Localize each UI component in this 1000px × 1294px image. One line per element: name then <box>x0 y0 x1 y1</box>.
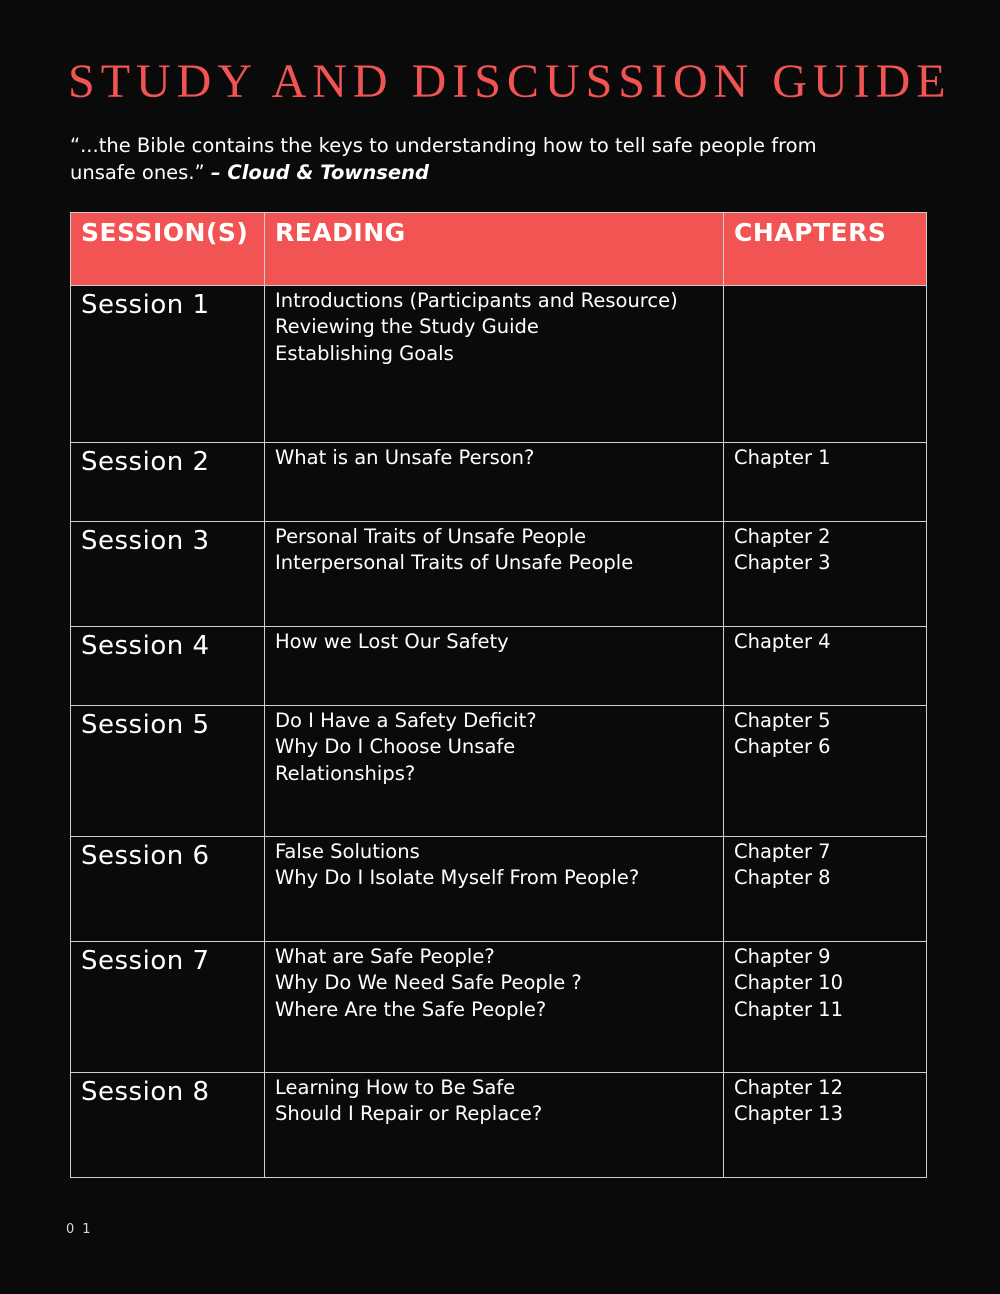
chapters-cell <box>724 837 927 942</box>
chapter-item: Chapter 13 <box>734 1102 843 1126</box>
session-cell: Session 4 <box>71 627 265 706</box>
reading-item: What are Safe People? <box>275 945 495 968</box>
table-row <box>71 706 927 837</box>
table-row <box>71 286 927 443</box>
table-row <box>71 942 927 1073</box>
reading-cell <box>265 1073 724 1178</box>
chapters-cell <box>724 942 927 1073</box>
session-cell: Session 7 <box>71 942 265 1073</box>
chapter-item: Chapter 7 <box>734 840 831 863</box>
header-sessions: SESSION(S) <box>71 213 265 286</box>
chapter-item: Chapter 8 <box>734 866 831 890</box>
intro-quote <box>70 132 830 186</box>
reading-item: False Solutions <box>275 840 420 863</box>
chapters-cell <box>724 1073 927 1178</box>
quote-attribution: – Cloud & Townsend <box>210 161 429 184</box>
reading-item: Why Do I Choose Unsafe Relationships? <box>275 735 516 785</box>
session-cell: Session 3 <box>71 522 265 627</box>
reading-item: Reviewing the Study Guide <box>275 315 539 339</box>
reading-item: Establishing Goals <box>275 341 454 365</box>
reading-cell <box>265 443 724 522</box>
reading-cell <box>265 837 724 942</box>
session-cell: Session 2 <box>71 443 265 522</box>
page-title: STUDY AND DISCUSSION GUIDE <box>68 55 952 108</box>
reading-item: Learning How to Be Safe <box>275 1076 516 1099</box>
chapter-item: Chapter 12 <box>734 1076 843 1099</box>
reading-item: Interpersonal Traits of Unsafe People <box>275 551 634 575</box>
table-row <box>71 627 927 706</box>
chapter-item: Chapter 6 <box>734 735 831 759</box>
chapters-cell <box>724 443 927 522</box>
chapters-cell <box>724 706 927 837</box>
header-chapters: CHAPTERS <box>724 213 927 286</box>
session-cell: Session 8 <box>71 1073 265 1178</box>
session-cell: Session 5 <box>71 706 265 837</box>
table-row <box>71 522 927 627</box>
reading-item: How we Lost Our Safety <box>275 630 509 653</box>
quote-text: “...the Bible contains the keys to understanding how to tell safe people from unsafe ones.” <box>70 134 817 184</box>
chapter-item: Chapter 10 <box>734 971 843 995</box>
page-number: 01 <box>66 1222 99 1237</box>
table-row <box>71 443 927 522</box>
reading-item: Personal Traits of Unsafe People <box>275 525 587 548</box>
reading-cell <box>265 627 724 706</box>
chapter-item: Chapter 5 <box>734 709 831 732</box>
session-cell: Session 1 <box>71 286 265 443</box>
chapter-item: Chapter 3 <box>734 551 831 575</box>
table-row <box>71 1073 927 1178</box>
chapter-item: Chapter 11 <box>734 997 843 1021</box>
reading-item: Where Are the Safe People? <box>275 997 547 1021</box>
reading-item: Why Do I Isolate Myself From People? <box>275 866 640 890</box>
reading-item: Do I Have a Safety Deficit? <box>275 709 537 732</box>
table-header-row <box>71 213 927 286</box>
reading-item: What is an Unsafe Person? <box>275 446 535 469</box>
chapter-item: Chapter 4 <box>734 630 831 653</box>
study-guide-table <box>70 212 927 1178</box>
reading-item: Should I Repair or Replace? <box>275 1102 543 1126</box>
reading-cell <box>265 942 724 1073</box>
session-cell: Session 6 <box>71 837 265 942</box>
chapters-cell <box>724 522 927 627</box>
chapter-item: Chapter 2 <box>734 525 831 548</box>
reading-cell <box>265 522 724 627</box>
table-row <box>71 837 927 942</box>
reading-item: Why Do We Need Safe People ? <box>275 971 582 995</box>
reading-item: Introductions (Participants and Resource) <box>275 289 678 312</box>
chapter-item: Chapter 9 <box>734 945 831 968</box>
reading-cell <box>265 286 724 443</box>
chapters-cell <box>724 286 927 443</box>
chapter-item: Chapter 1 <box>734 446 831 469</box>
chapters-cell <box>724 627 927 706</box>
header-reading: READING <box>265 213 724 286</box>
reading-cell <box>265 706 724 837</box>
